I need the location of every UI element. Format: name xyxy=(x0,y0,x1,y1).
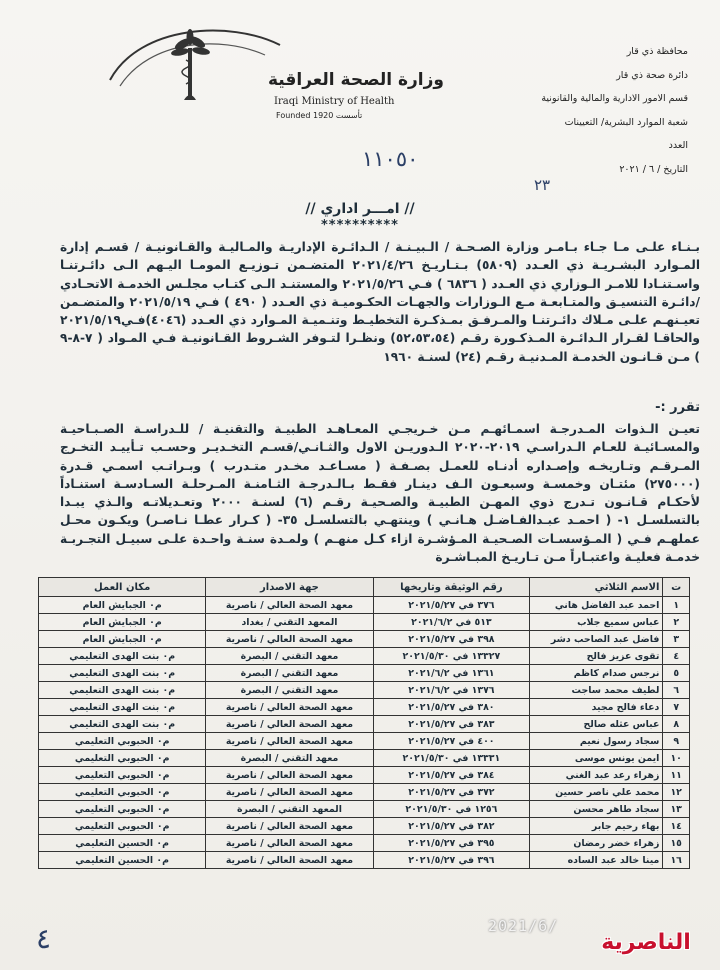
cell-workplace: م٠ الجبايش العام xyxy=(39,631,206,648)
cell-serial: ٤ xyxy=(663,648,690,665)
cell-workplace: م٠ الحبوبي التعليمي xyxy=(39,767,206,784)
photo-timestamp: 2021/6/ xyxy=(488,917,559,935)
header-issuer: جهة الاصدار xyxy=(206,578,373,597)
table-header-row xyxy=(39,578,690,597)
cell-name: ايمن يونس موسى xyxy=(530,750,663,767)
cell-document: ١٣٦١ في ٢٠٢١/٦/٢ xyxy=(373,665,530,682)
cell-document: ٣٩٥ في ٢٠٢١/٥/٢٧ xyxy=(373,835,530,852)
directorate-line: دائرة صحة ذي قار xyxy=(616,69,688,81)
cell-serial: ٦ xyxy=(663,682,690,699)
cell-workplace: م٠ بنت الهدى التعليمي xyxy=(39,665,206,682)
table-row xyxy=(39,665,690,682)
ministry-logo xyxy=(80,20,444,125)
header-workplace: مكان العمل xyxy=(39,578,206,597)
document-title: // امـــر اداري // xyxy=(305,201,415,217)
ministry-name-arabic: وزارة الصحة العراقية xyxy=(268,70,444,90)
cell-name: زهراء رعد عبد الغني xyxy=(530,767,663,784)
cell-issuer: معهد الصحة العالي / ناصرية xyxy=(206,818,373,835)
cell-serial: ١ xyxy=(663,597,690,614)
preamble-paragraph: بـنـاء علـى مـا جـاء بـامـر وزارة الصـحـة / الـبيـنـة / الـدائـرة الإداريـة والمـاليـة والقـانونيـة / قسـم إدارة المـوارد البشـريـة ذي العـدد (٥٨٠٩) بـتـاريـخ ٢٠٢١/٤/٢٦ المتضـمن تـوزيـع المومـا اليـهم الـى دائـرتنـا واسـتنـادا للامـر الـوزاري ذي العـدد ( ٦٨٣٦ ) فـي ٢٠٢١/٥/٢٦ والمستنـد الـى كتـاب مجلـس الخدمـة الاتحـادي /دائـرة التنسيـق والمتـابعـة مـع الـوزارات والجهـات الحكـوميـة ذي العـدد ( ٤٩٠ ) فـي ٢٠٢١/٥/١٩ والمتضـمن تعيـنهـم علـى مـلاك دائـرتنـا والمـرفـق بمـذكـرة التخطيـط وتنـميـة المـوارد ذي العـدد (٤٠٤٦)فـي٢٠٢١/٥/١٩ والحاقـا لقـرار الـدائـرة المـذكـورة رقـم (٥٢،٥٣،٥٤) ونظـرا لتـوفر الشـروط القـانونيـة فـي المـواد ( ٧-٨-٩ ) مـن قـانـون الخدمـة المـدنيـة رقـم (٢٤) لسنـة ١٩٦٠ xyxy=(60,240,700,364)
table-row xyxy=(39,801,690,818)
cell-name: سجاد رسول نعيم xyxy=(530,733,663,750)
table-row xyxy=(39,767,690,784)
cell-name: نرجس صدام كاظم xyxy=(530,665,663,682)
watermark-logo: الناصرية xyxy=(601,930,691,955)
cell-issuer: معهد الصحة العالي / ناصرية xyxy=(206,835,373,852)
cell-document: ٤٠٠ في ٢٠٢١/٥/٢٧ xyxy=(373,733,530,750)
cell-document: ٣٨٤ في ٢٠٢١/٥/٢٧ xyxy=(373,767,530,784)
cell-serial: ٥ xyxy=(663,665,690,682)
cell-workplace: م٠ بنت الهدى التعليمي xyxy=(39,716,206,733)
appointees-table xyxy=(38,577,690,869)
cell-issuer: معهد الصحة العالي / ناصرية xyxy=(206,784,373,801)
cell-issuer: معهد التقني / البصرة xyxy=(206,648,373,665)
cell-serial: ١٥ xyxy=(663,835,690,852)
cell-name: زهراء خضر رمضان xyxy=(530,835,663,852)
cell-workplace: م٠ الحسين التعليمي xyxy=(39,852,206,869)
table-body xyxy=(39,597,690,869)
table-row xyxy=(39,852,690,869)
cell-name: سجاد طاهر محسن xyxy=(530,801,663,818)
cell-name: بهاء رحيم جابر xyxy=(530,818,663,835)
table-row xyxy=(39,631,690,648)
cell-name: دعاء فالح مجيد xyxy=(530,699,663,716)
table-row xyxy=(39,750,690,767)
cell-name: محمد علي ناصر حسين xyxy=(530,784,663,801)
cell-serial: ٣ xyxy=(663,631,690,648)
cell-serial: ١٢ xyxy=(663,784,690,801)
cell-document: ٥١٣ في ٢٠٢١/٦/٢ xyxy=(373,614,530,631)
cell-issuer: معهد الصحة العالي / ناصرية xyxy=(206,767,373,784)
table-row xyxy=(39,614,690,631)
cell-workplace: م٠ بنت الهدى التعليمي xyxy=(39,648,206,665)
cell-workplace: م٠ الحسين التعليمي xyxy=(39,835,206,852)
cell-workplace: م٠ الحبوبي التعليمي xyxy=(39,733,206,750)
cell-serial: ٢ xyxy=(663,614,690,631)
cell-name: فاضل عبد الصاحب دشر xyxy=(530,631,663,648)
cell-serial: ١٦ xyxy=(663,852,690,869)
cell-document: ٣٨٢ في ٢٠٢١/٥/٢٧ xyxy=(373,818,530,835)
cell-workplace: م٠ الجبايش العام xyxy=(39,614,206,631)
cell-serial: ١١ xyxy=(663,767,690,784)
decision-paragraph: تعيـن الـذوات المـدرجـة اسمـائهـم مـن خـريجـي المعـاهـد الطبيـة والتقنيـة / للـدراسـة الصـبـاحيـة والمسـائيـة للعـام الـدراسـي ٢٠١٩-٢٠٢٠ الـدوريـن الاول والثـانـي/قسـم التخـديـر وحسـب تـأييـد التخـرج المـرقـم وتـاريخـه وإصـداره أدنـاه للعمـل بصـفـة ( مسـاعـد مخـدر متـدرب ) وبـراتـب اسمـي قـدرة (٢٧٥٠٠٠) مئتـان وخمسـة وسبعـون الـف دينـار فقـط بـالـدرجـة الثـامنـة المـرحلـة السـادسـة استنـاداً لأحكـام قـانـون تـدرج ذوي المهـن الطبيـة والصـحيـة رقـم (٦) لسنـة ٢٠٠٠ وتعـديلاتـه والـذي يبـدا بالتسلسـل ١- ( احمـد عبـدالفـاضـل هـانـي ) وينتهـي بالتسلسـل ٣٥- ( كـرار عطـا نـاصـر) ويكـون محـل عملهـم فـي ( المـؤسسـات الصـحيـة المـؤشـرة ازاء كـل منهـم ) ولمـدة سنـة واحـدة علـى سبيـل التجـربـة خدمـة فعليـة واعتبـاراً مـن تـاريـخ المبـاشـرة xyxy=(60,422,701,565)
header-document: رقم الوثيقة وتاريخها xyxy=(373,578,530,597)
cell-workplace: م٠ الحبوبي التعليمي xyxy=(39,784,206,801)
cell-name: تقوى عزيز فالح xyxy=(530,648,663,665)
cell-issuer: معهد التقني / البصرة xyxy=(206,750,373,767)
handwritten-corner-mark: ٤ xyxy=(36,922,52,955)
date-label: التاريخ / ٦ / ٢٠٢١ xyxy=(619,163,688,175)
section-line: شعبة الموارد البشرية/ التعيينات xyxy=(564,116,688,128)
ministry-name-english: Iraqi Ministry of Health xyxy=(274,96,395,107)
cell-name: احمد عبد الفاضل هاني xyxy=(530,597,663,614)
table-row xyxy=(39,835,690,852)
cell-document: ١٣٧٦ في ٢٠٢١/٦/٢ xyxy=(373,682,530,699)
cell-document: ٣٧٦ في ٢٠٢١/٥/٢٧ xyxy=(373,597,530,614)
cell-document: ٣٩٨ في ٢٠٢١/٥/٢٧ xyxy=(373,631,530,648)
table-row xyxy=(39,648,690,665)
cell-name: لطيف محمد ساجت xyxy=(530,682,663,699)
cell-workplace: م٠ بنت الهدى التعليمي xyxy=(39,699,206,716)
cell-document: ١٣٣٢٧ في ٢٠٢١/٥/٣٠ xyxy=(373,648,530,665)
cell-workplace: م٠ الحبوبي التعليمي xyxy=(39,801,206,818)
founded-line: Founded 1920 تأسست xyxy=(276,111,363,120)
table-row xyxy=(39,699,690,716)
handwritten-date-day: ٢٣ xyxy=(534,176,551,194)
header-serial: ت xyxy=(663,578,690,597)
cell-serial: ٨ xyxy=(663,716,690,733)
table-row xyxy=(39,597,690,614)
number-label: العدد xyxy=(668,140,688,151)
cell-workplace: م٠ بنت الهدى التعليمي xyxy=(39,682,206,699)
cell-serial: ١٠ xyxy=(663,750,690,767)
cell-name: مينا خالد عبد الساده xyxy=(530,852,663,869)
cell-issuer: معهد الصحة العالي / ناصرية xyxy=(206,852,373,869)
cell-issuer: معهد الصحة العالي / ناصرية xyxy=(206,716,373,733)
table-row xyxy=(39,784,690,801)
cell-document: ١٢٥٦ في ٢٠٢١/٥/٣٠ xyxy=(373,801,530,818)
table-row xyxy=(39,716,690,733)
letterhead-right xyxy=(448,40,688,181)
governorate-line: محافظة ذي قار xyxy=(626,46,688,57)
cell-name: عباس عثله صالح xyxy=(530,716,663,733)
cell-workplace: م٠ الجبايش العام xyxy=(39,597,206,614)
decided-heading: تقرر :- xyxy=(655,400,700,415)
cell-issuer: المعهد التقني / البصرة xyxy=(206,801,373,818)
cell-issuer: معهد الصحة العالي / ناصرية xyxy=(206,631,373,648)
table-row xyxy=(39,682,690,699)
cell-serial: ١٤ xyxy=(663,818,690,835)
cell-issuer: معهد الصحة العالي / ناصرية xyxy=(206,733,373,750)
cell-issuer: المعهد التقني / بغداد xyxy=(206,614,373,631)
cell-serial: ١٣ xyxy=(663,801,690,818)
cell-issuer: معهد الصحة العالي / ناصرية xyxy=(206,597,373,614)
cell-document: ٣٨٠ في ٢٠٢١/٥/٢٧ xyxy=(373,699,530,716)
cell-workplace: م٠ الحبوبي التعليمي xyxy=(39,818,206,835)
cell-issuer: معهد الصحة العالي / ناصرية xyxy=(206,699,373,716)
title-stars: ********** xyxy=(321,218,399,233)
cell-serial: ٧ xyxy=(663,699,690,716)
cell-issuer: معهد التقني / البصرة xyxy=(206,682,373,699)
cell-serial: ٩ xyxy=(663,733,690,750)
handwritten-number: ١١٠٥٠ xyxy=(362,147,419,171)
table-row xyxy=(39,733,690,750)
table-row xyxy=(39,818,690,835)
cell-issuer: معهد التقني / البصرة xyxy=(206,665,373,682)
cell-document: ٣٧٢ في ٢٠٢١/٥/٢٧ xyxy=(373,784,530,801)
department-line: قسم الامور الادارية والمالية والقانونية xyxy=(541,93,688,104)
header-name: الاسم الثلاثي xyxy=(530,578,663,597)
cell-name: عباس سميع جلاب xyxy=(530,614,663,631)
cell-document: ٣٩٦ في ٢٠٢١/٥/٢٧ xyxy=(373,852,530,869)
cell-workplace: م٠ الحبوبي التعليمي xyxy=(39,750,206,767)
cell-document: ١٣٣٣١ في ٢٠٢١/٥/٣٠ xyxy=(373,750,530,767)
cell-document: ٣٨٣ في ٢٠٢١/٥/٢٧ xyxy=(373,716,530,733)
